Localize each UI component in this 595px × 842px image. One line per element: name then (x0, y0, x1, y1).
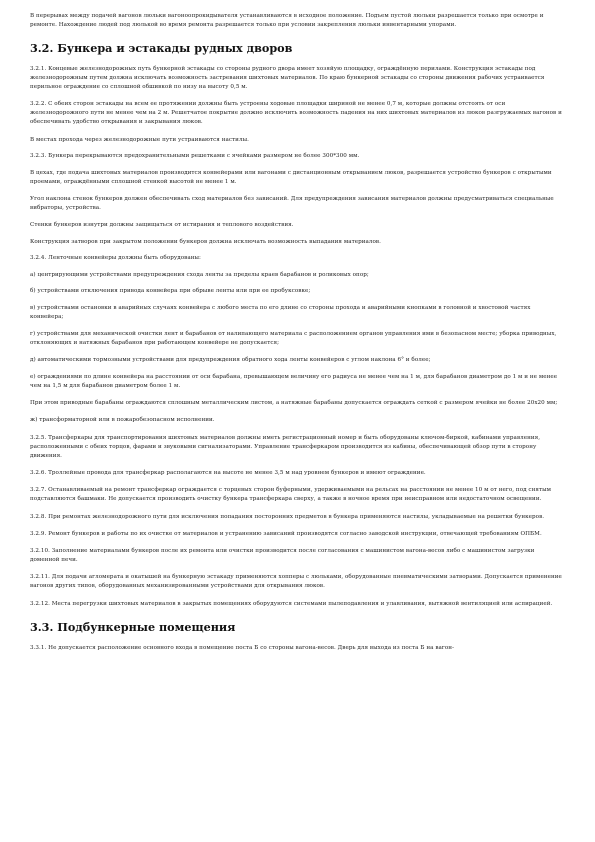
paragraph-3-2-4: 3.2.4. Ленточные конвейеры должны быть оборудованы: (30, 255, 201, 262)
paragraph-wall-angle: Угол наклона стенок бункеров должен обеспечивать сход материалов без зависаний. Для предупреждения зависания материалов должны предусматриваться специальные вибраторы, устройства. (30, 195, 554, 211)
paragraph-open-bunkers: В цехах, где подача шихтовых материалов производится конвейерами или вагонами с дистанционным открыванием люков, разрешается устройство бункеров с открытыми проемами, ограждёнными сплошной стенкой высотой не менее 1 м. (30, 169, 552, 185)
paragraph-3-2-8: 3.2.8. При ремонтах железнодорожного пути для исключения попадания посторонних предметов в бункера применяются настилы, укладываемые на решетки бункеров. (30, 513, 545, 520)
paragraph-3-2-10: 3.2.10. Заполнение материалами бункеров после их ремонта или очистки производится после согласования с машинистом вагона-весов либо с машинистом загрузки доменной печи. (30, 548, 535, 564)
paragraph-3-2-6: 3.2.6. Троллейные провода для трансферкар располагаются на высоте не менее 3,5 м над уровнем бункеров и имеют ограждение. (30, 469, 426, 476)
paragraph-3-2-1: 3.2.1. Концевые железнодорожных путь бункерной эстакады со стороны рудного двора имеет хозяйую площадку, ограждённую перилами. Конструкция эстакады под железнодорожным путем должна исключать возможность застревания шихтовых материалов. По краю бункерной эстакады со стороны движения рабочих устраивается перильное ограждение со сплошной обшивкой по низу на высоту 0,5 м. (30, 66, 545, 90)
paragraph-3-2-12: 3.2.12. Места перегрузки шихтовых материалов в закрытых помещениях оборудуются системами пылеподавления и улавливания, вытяжной вентиляцией или аспирацией. (30, 600, 553, 607)
paragraph-3-3-1: 3.3.1. Не допускается расположение основного входа в помещение поста Б со стороны вагона-весов. Дверь для выхода из поста Б на вагон- (30, 644, 455, 651)
list-item-g: г) устройствами для механической очистки лент и барабанов от налипающего материала с расположением органов управления ими в безопасном месте; уборка приводных, отклоняющих и натяжных барабанов при работающем конвейере не допускается; (30, 330, 557, 346)
list-item-zh: ж) трансформаторной или в пожаробезопасном исполнении. (30, 417, 215, 424)
section-3-2-heading: 3.2. Бункера и эстакады рудных дворов (30, 41, 293, 55)
list-item-v: в) устройствами остановки в аварийных случаях конвейера с любого места по его длине со стороны прохода и аварийными кнопками в головной и хвостовой частях конвейера; (30, 304, 531, 320)
paragraph-3-2-2: 3.2.2. С обеих сторон эстакады на всем ее протяжении должны быть устроены ходовые площадки шириной не менее 0,7 м, которые должны отстоять от оси железнодорожного пути не менее чем на 2 м. Решетчатое покрытие должно исключить возможность падения на них шихтовых материалов из люков разгружаемых вагонов и обеспечивать удобство открывания и закрывания люков. (30, 101, 562, 126)
paragraph-gates: Конструкция затворов при закрытом положении бункеров должна исключать возможность выпадания материалов. (30, 238, 381, 245)
list-item-a: а) центрирующими устройствами предупреждения схода ленты за пределы краев барабанов и роликовых опор; (30, 271, 369, 278)
paragraph-wall-protection: Стенки бункеров изнутри должны защищаться от истирания и теплового воздействия. (30, 222, 294, 229)
paragraph-3-2-11: 3.2.11. Для подачи агломерата и окатышей на бункерную эстакаду применяются хопперы с люльками, оборудованные пневматическими затворами. Допускается применение вагонов других типов, оборудованных механизированными устройствами для открывания люков. (30, 574, 562, 590)
paragraph-3-2-7: 3.2.7. Останавливаемый на ремонт трансферкар ограждается с торцевых сторон буферными, удерживаемыми на рельсах на расстоянии не менее 10 м от него, под снятым подставляются башмаки. Не допускается производить очистку бункера трансферкара сверху, а также в ночное время при неисправном или недостаточном освещении. (30, 487, 552, 503)
intro-paragraph: В перерывах между подачей вагонов люльки вагоноопрокидывателя устанавливаются в исходное положение. Подъем пустой люльки разрешается только при осмотре и ремонте. Нахождение людей под люлькой во время ремонта разрешается только при условии закрепления люльки инвентарными упорами. (30, 13, 544, 28)
paragraph-crossings: В местах прохода через железнодорожные пути устраиваются настилы. (30, 136, 249, 143)
paragraph-3-2-3: 3.2.3. Бункера перекрываются предохранительными решетками с ячейками размером не более 300*300 мм. (30, 153, 360, 160)
paragraph-3-2-9: 3.2.9. Ремонт бункеров и работы по их очистке от материалов и устранению зависаний производятся согласно заводской инструкции, отвечающей требованиям ОПБМ. (30, 530, 542, 537)
paragraph-3-2-5: 3.2.5. Трансферкары для транспортирования шихтовых материалов должны иметь регистрационный номер и быть оборудованы ключом-биркой, кабинами управления, расположенными с обеих торцов, фарами и звуковыми сигнализаторами. Управление трансферкаром производится из кабины, обеспечивающей обзор пути в сторону движения. (30, 434, 541, 459)
list-item-d: д) автоматическими тормозными устройствами для предупреждения обратного хода ленты конвейеров с углом наклона 6° и более; (30, 357, 431, 364)
paragraph-drum-guards: При этом приводные барабаны ограждаются сплошным металлическим листом, а натяжные барабаны допускается ограждать сеткой с размером ячейки не более 20х20 мм; (30, 400, 558, 407)
section-3-3-heading: 3.3. Подбункерные помещения (30, 619, 236, 634)
list-item-b: б) устройствами отключения привода конвейера при обрыве ленты или при ее пробуксовке; (30, 288, 311, 295)
list-item-e: е) ограждениями по длине конвейера на расстоянии от оси барабана, превышающем величину его радиуса не менее чем на 1 м, для барабанов диаметром до 1 м и не менее чем на 1,5 м для барабанов диаметром более 1 м. (30, 373, 558, 389)
